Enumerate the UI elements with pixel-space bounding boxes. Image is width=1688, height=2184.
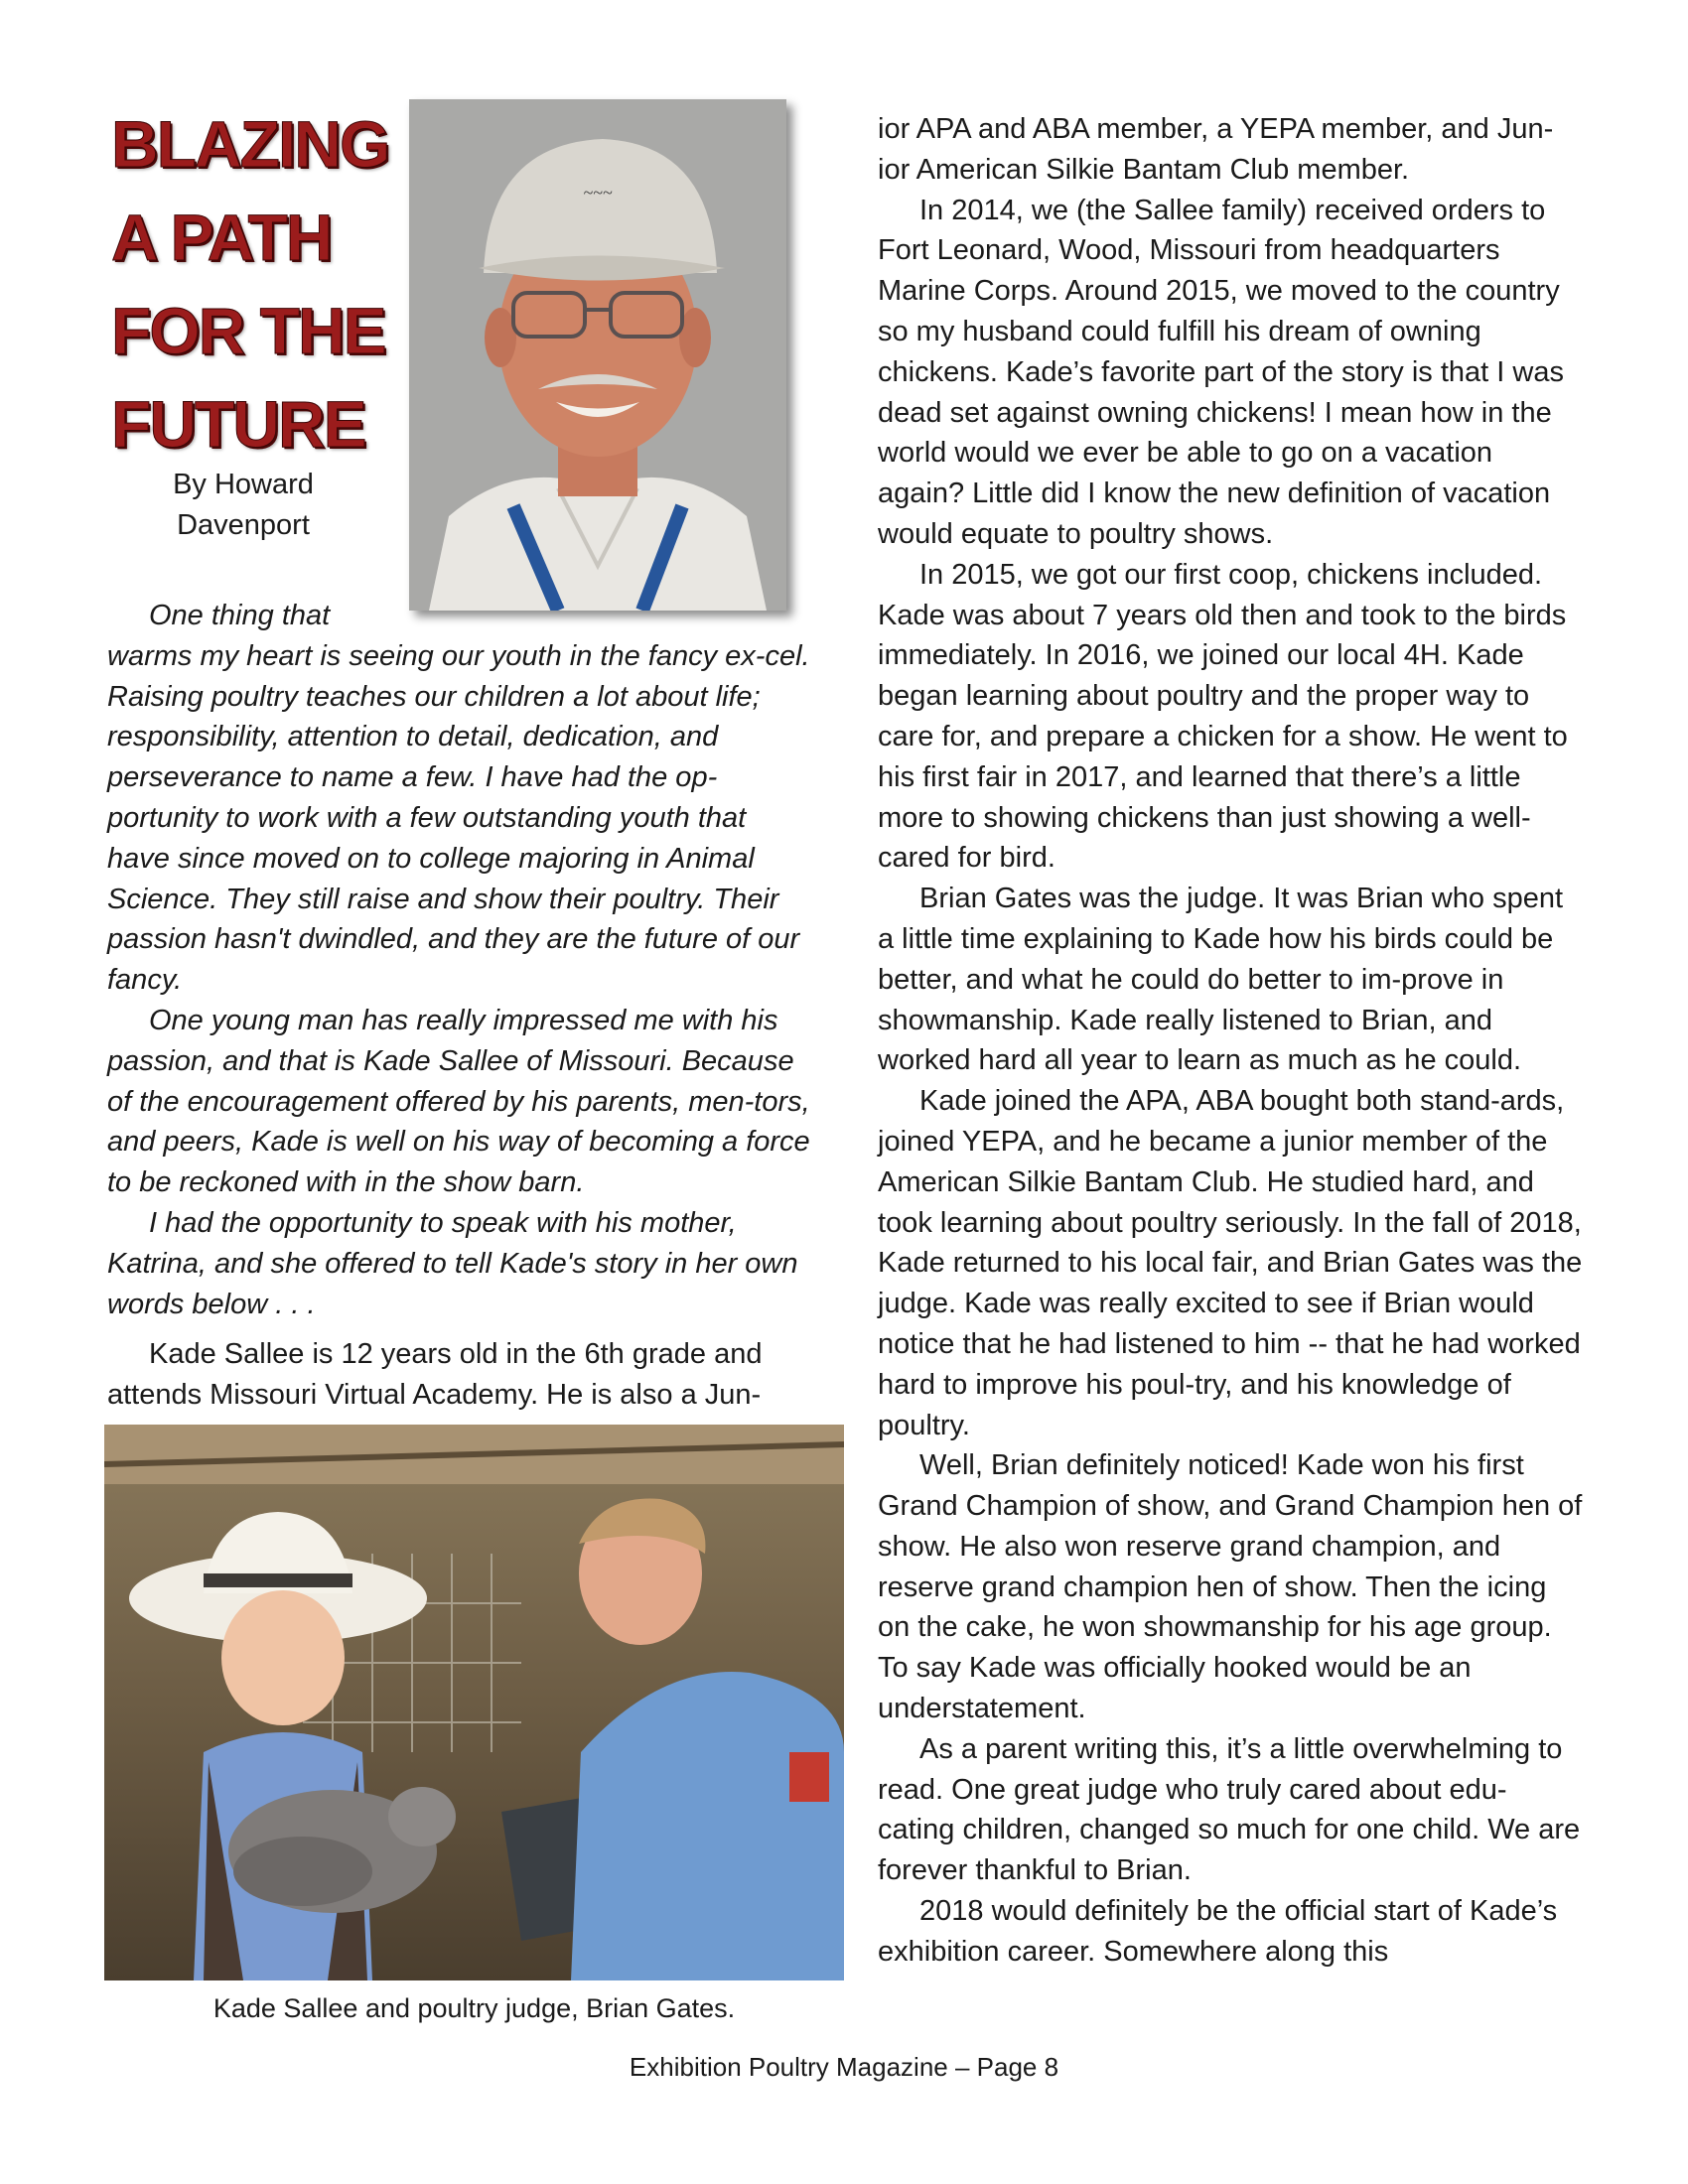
right-paragraph-3: Brian Gates was the judge. It was Brian who spent a little time explaining to Kade how his birds could be better, and what he could do better to im-prove in showmanship. Kade really listened to Brian, and worked hard all year to learn as much as he could. — [878, 883, 1564, 1077]
page-footer: Exhibition Poultry Magazine – Page 8 — [629, 2052, 1059, 2082]
kade-and-judge-photo — [104, 1425, 844, 1980]
photo-caption: Kade Sallee and poultry judge, Brian Gates. — [212, 1993, 736, 2023]
title-line-1: BLAZING — [111, 107, 389, 181]
cap-logo-mark: ~~~ — [583, 183, 613, 203]
right-paragraph-7: 2018 would definitely be the official start of Kade’s exhibition career. Somewhere along this — [878, 1895, 1558, 1968]
title-line-3: FOR THE — [111, 294, 385, 367]
byline-line-2: Davenport — [177, 509, 310, 541]
title-line-4: FUTURE — [111, 387, 365, 461]
byline — [159, 465, 328, 546]
left-paragraph-2: One young man has really impressed me with his passion, and that is Kade Sallee of Missouri. Because of the encouragement offered by his parents, men-tors, and peers, Kade is well on his way of becoming a force to be reckoned with in the show barn. — [107, 1004, 810, 1199]
left-paragraph-1-lead: One thing that — [149, 600, 331, 631]
left-column — [107, 596, 812, 1416]
right-paragraph-5: Well, Brian definitely noticed! Kade won his first Grand Champion of show, and Grand Champion hen of show. He also won reserve grand champion, and reserve grand champion hen of show. Then the icing on the cake, he won showmanship for his age group. To say Kade was officially hooked would be an understatement. — [878, 1449, 1583, 1725]
byline-line-1: By Howard — [173, 469, 314, 500]
right-paragraph-0: ior APA and ABA member, a YEPA member, and Jun-ior American Silkie Bantam Club member. — [878, 113, 1554, 186]
portrait-illustration — [409, 99, 786, 611]
right-paragraph-1: In 2014, we (the Sallee family) received orders to Fort Leonard, Wood, Missouri from headquarters Marine Corps. Around 2015, we moved to the country so my husband could fulfill his dream of owning chickens. Kade’s favorite part of the story is that I was dead set against owning chickens! I mean how in the world would we ever be able to go on a vacation again? Little did I know the new definition of vacation would equate to poultry shows. — [878, 194, 1564, 550]
right-column — [878, 109, 1583, 1973]
left-paragraph-4: Kade Sallee is 12 years old in the 6th grade and attends Missouri Virtual Academy. He is also a Jun- — [107, 1338, 763, 1412]
right-paragraph-2: In 2015, we got our first coop, chickens included. Kade was about 7 years old then and took to the birds immediately. In 2016, we joined our local 4H. Kade began learning about poultry and the proper way to care for, and prepare a chicken for a show. He went to his first fair in 2017, and learned that there’s a little more to showing chickens than just showing a well-cared for bird. — [878, 558, 1568, 875]
right-paragraph-4: Kade joined the APA, ABA bought both stand-ards, joined YEPA, and he became a junior member of the American Silkie Bantam Club. He studied hard, and took learning about poultry seriously. In the fall of 2018, Kade returned to his local fair, and Brian Gates was the judge. Kade was really excited to see if Brian would notice that he had listened to him -- that he had worked hard to improve his poul-try, and his knowledge of poultry. — [878, 1085, 1583, 1441]
left-paragraph-1: warms my heart is seeing our youth in the fancy ex-cel. Raising poultry teaches our children a lot about life; responsibility, attention to detail, dedication, and perseverance to name a few. I have had the op-portunity to work with a few outstanding youth that have since moved on to college majoring in Animal Science. They still raise and show their poultry. Their passion hasn't dwindled, and they are the future of our fancy. — [107, 639, 810, 997]
title-line-2: A PATH — [111, 201, 332, 274]
left-paragraph-3: I had the opportunity to speak with his mother, Katrina, and she offered to tell Kade's story in her own words below . . . — [107, 1206, 798, 1320]
photo-illustration — [104, 1425, 844, 1980]
right-paragraph-6: As a parent writing this, it’s a little overwhelming to read. One great judge who truly cared about edu-cating children, changed so much for one child. We are forever thankful to Brian. — [878, 1732, 1581, 1887]
article-title — [111, 97, 409, 471]
author-portrait-photo — [409, 99, 786, 611]
